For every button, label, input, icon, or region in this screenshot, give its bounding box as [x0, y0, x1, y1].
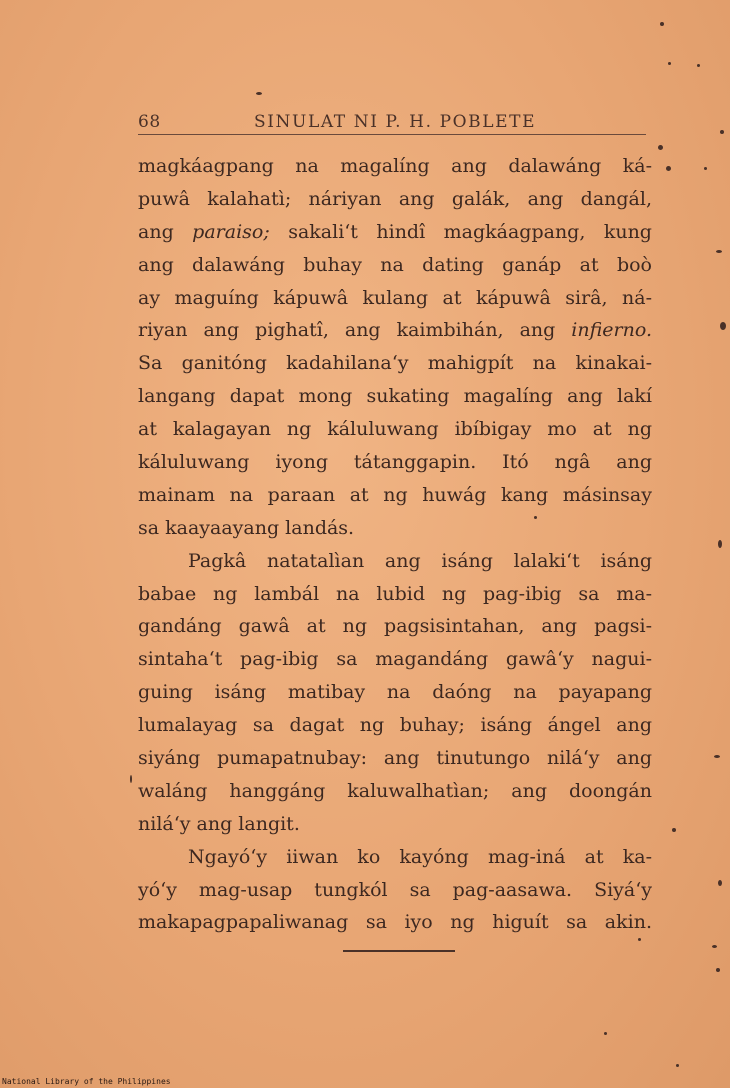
- paper-speck: [697, 64, 700, 67]
- page-number: 68: [138, 112, 161, 132]
- paper-speck: [660, 22, 664, 26]
- paper-speck: [256, 92, 262, 95]
- paper-speck: [604, 1032, 607, 1035]
- text-line: makapagpapaliwanag sa iyo ng higuít sa akin.: [138, 911, 652, 934]
- text-line: at kalagayan ng káluluwang ibíbigay mo at ng: [138, 418, 652, 441]
- paper-speck: [716, 968, 720, 972]
- text-line: waláng hanggáng kaluwalhatìan; ang doongán: [138, 779, 652, 802]
- paper-speck: [676, 1064, 679, 1067]
- paper-speck: [720, 130, 724, 134]
- text-line: babae ng lambál na lubid ng pag-ibig sa ma-: [138, 582, 652, 605]
- paper-speck: [720, 322, 726, 330]
- section-end-rule: [343, 950, 455, 952]
- paper-speck: [668, 62, 671, 65]
- paper-speck: [714, 755, 720, 758]
- text-line: káluluwang iyong tátanggapin. Itó ngâ ang: [138, 451, 652, 474]
- text-line: [138, 314, 652, 347]
- text-line: Sa ganitóng kadahilana‘y mahigpít na kinakai-: [138, 352, 652, 375]
- library-credit: National Library of the Philippines: [2, 1077, 171, 1086]
- paper-speck: [716, 250, 722, 253]
- text-line: gandáng gawâ at ng pagsisintahan, ang pagsi-: [138, 615, 652, 638]
- paragraph-start-line: Pagkâ natatalìan ang isáng lalaki‘t isáng: [188, 549, 652, 572]
- header-rule: [138, 134, 646, 135]
- paragraph-end-line: nilá‘y ang langit.: [138, 812, 300, 835]
- text-line: mainam na paraan at ng huwág kang másinsay: [138, 483, 652, 506]
- paper-speck: [666, 166, 671, 171]
- paper-speck: [658, 145, 663, 150]
- body-text: [138, 150, 652, 939]
- paragraph-start-line: Ngayó‘y iiwan ko kayóng mag-iná at ka-: [188, 845, 652, 868]
- text-span: ang: [138, 220, 193, 243]
- running-title: SINULAT NI P. H. POBLETE: [254, 112, 537, 132]
- italic-word: paraiso;: [192, 220, 270, 243]
- text-line: langang dapat mong sukating magalíng ang lakí: [138, 385, 652, 408]
- paper-speck: [718, 540, 722, 548]
- text-line: ang dalawáng buhay na dating ganáp at boò: [138, 253, 652, 276]
- text-span: riyan ang pighatî, ang kaimbihán, ang: [138, 319, 572, 342]
- italic-word: infierno.: [571, 319, 652, 342]
- paper-speck: [130, 775, 132, 783]
- text-line: [138, 216, 652, 249]
- text-line: ay maguíng kápuwâ kulang at kápuwâ sirâ, ná-: [138, 286, 652, 309]
- text-line: siyáng pumapatnubay: ang tinutungo nilá‘y ang: [138, 747, 652, 770]
- text-line: guing isáng matibay na daóng na payapang: [138, 681, 652, 704]
- text-line: puwâ kalahatì; náriyan ang galák, ang dangál,: [138, 187, 652, 210]
- paper-speck: [704, 167, 707, 170]
- text-line: sintaha‘t pag-ibig sa magandáng gawâ‘y nagui-: [138, 648, 652, 671]
- paper-speck: [672, 828, 676, 832]
- paragraph-end-line: sa kaayaayang landás.: [138, 516, 355, 539]
- paper-speck: [718, 880, 722, 886]
- text-span: sakali‘t hindî magkáagpang, kung: [269, 220, 652, 243]
- paper-speck: [534, 516, 537, 519]
- text-line: magkáagpang na magalíng ang dalawáng ká-: [138, 155, 652, 177]
- text-line: yó‘y mag-usap tungkól sa pag-aasawa. Siyá‘y: [138, 878, 652, 901]
- paper-speck: [712, 945, 717, 948]
- text-line: lumalayag sa dagat ng buhay; isáng ángel ang: [138, 714, 652, 737]
- paper-speck: [638, 938, 641, 941]
- page-header: [138, 112, 646, 136]
